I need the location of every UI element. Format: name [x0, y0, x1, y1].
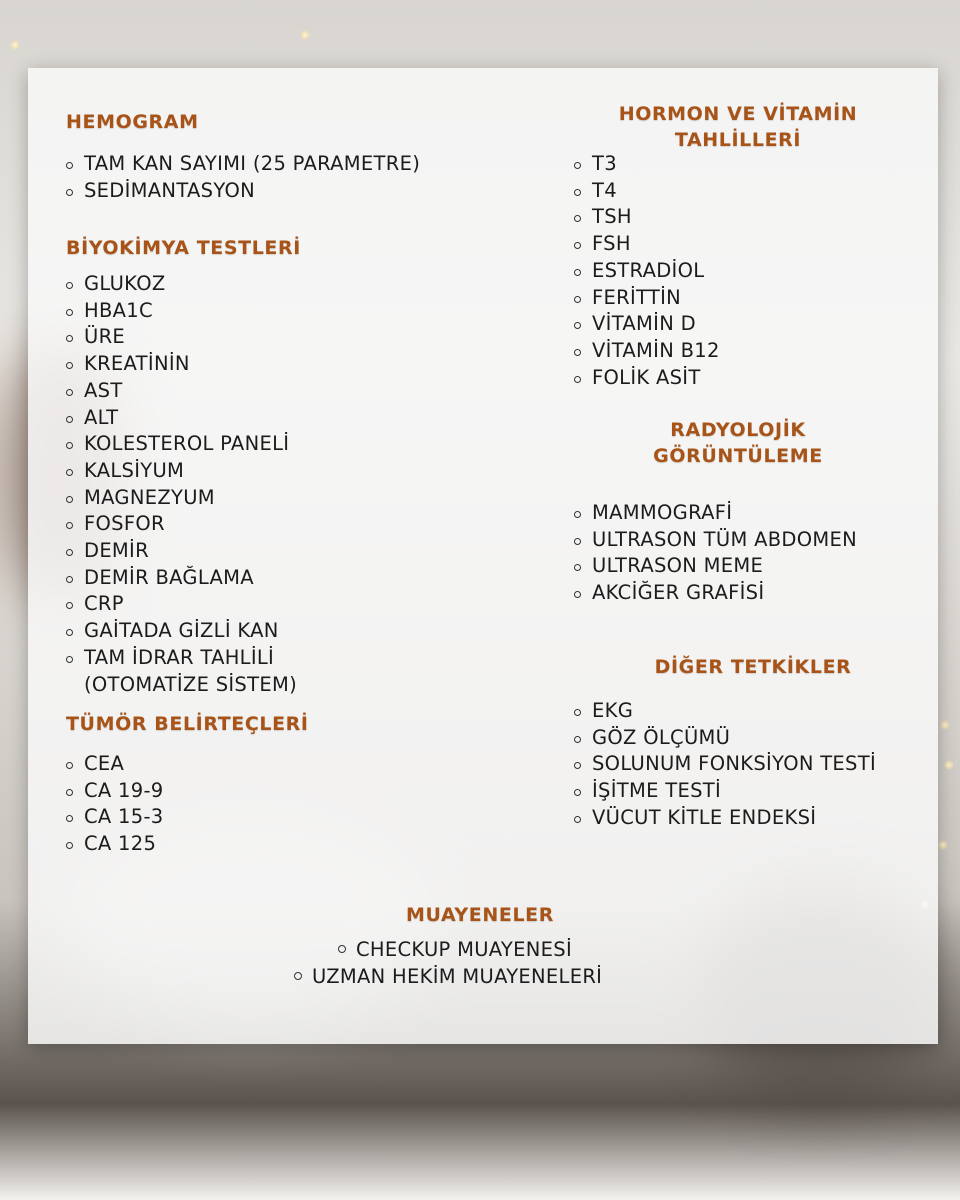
tumor-item: CEA	[64, 751, 364, 778]
diger-list	[572, 698, 876, 832]
diger-item: GÖZ ÖLÇÜMÜ	[572, 725, 872, 752]
tumor-item: CA 15-3	[64, 804, 364, 831]
hormon-item: VİTAMİN B12	[572, 338, 892, 365]
diger-heading: DİĞER TETKİKLER	[654, 656, 852, 678]
bullet-icon	[338, 945, 346, 953]
hemogram-heading: HEMOGRAM	[66, 111, 199, 133]
diger-item: VÜCUT KİTLE ENDEKSİ	[572, 805, 872, 832]
radyoloji-heading	[578, 417, 898, 469]
biyokimya-heading: BİYOKİMYA TESTLERİ	[66, 237, 301, 259]
diger-item: İŞİTME TESTİ	[572, 778, 872, 805]
hormon-item: FOLİK ASİT	[572, 365, 892, 392]
biyokimya-item: DEMİR	[64, 538, 364, 565]
tumor-item: CA 125	[64, 831, 364, 858]
biyokimya-item: GAİTADA GİZLİ KAN	[64, 618, 364, 645]
hormon-item: TSH	[572, 204, 892, 231]
diger-item: SOLUNUM FONKSİYON TESTİ	[572, 751, 877, 778]
biyokimya-item: DEMİR BAĞLAMA	[64, 565, 364, 592]
muayene-heading: MUAYENELER	[406, 904, 554, 926]
hormon-item: ESTRADİOL	[572, 258, 892, 285]
hormon-heading-line1: HORMON VE VİTAMİN	[618, 103, 858, 125]
hormon-item: VİTAMİN D	[572, 311, 892, 338]
biyokimya-item: GLUKOZ	[64, 271, 364, 298]
hormon-item: T4	[572, 178, 892, 205]
tumor-item: CA 19-9	[64, 778, 364, 805]
tumor-heading: TÜMÖR BELİRTEÇLERİ	[66, 713, 309, 735]
biyokimya-item: AST	[64, 378, 364, 405]
biyokimya-item: CRP	[64, 591, 364, 618]
bullet-icon	[294, 972, 302, 980]
muayene-item-1: CHECKUP MUAYENESİ	[338, 936, 572, 963]
radyoloji-list	[572, 500, 922, 607]
hormon-heading	[578, 101, 898, 153]
biyokimya-item: FOSFOR	[64, 511, 364, 538]
tumor-list	[64, 751, 364, 858]
diger-item: EKG	[572, 698, 872, 725]
biyokimya-item: HBA1C	[64, 298, 364, 325]
hormon-heading-line2: TAHLİLLERİ	[674, 129, 802, 151]
radyoloji-heading-line2: GÖRÜNTÜLEME	[653, 445, 823, 467]
hormon-item: T3	[572, 151, 892, 178]
hemogram-item: TAM KAN SAYIMI (25 PARAMETRE)	[64, 151, 534, 178]
biyokimya-item: ALT	[64, 405, 364, 432]
biyokimya-item: KALSİYUM	[64, 458, 364, 485]
biyokimya-item: TAM İDRAR TAHLİLİ (OTOMATİZE SİSTEM)	[64, 645, 354, 698]
biyokimya-item: KOLESTEROL PANELİ	[64, 431, 364, 458]
biyokimya-item: MAGNEZYUM	[64, 485, 364, 512]
radyoloji-heading-line1: RADYOLOJİK	[670, 419, 806, 441]
radyoloji-item: ULTRASON TÜM ABDOMEN	[572, 527, 922, 554]
radyoloji-item: MAMMOGRAFİ	[572, 500, 922, 527]
radyoloji-item: ULTRASON MEME	[572, 553, 922, 580]
hormon-item: FERİTTİN	[572, 285, 892, 312]
hemogram-item: SEDİMANTASYON	[64, 178, 534, 205]
biyokimya-item: ÜRE	[64, 324, 364, 351]
hemogram-list	[64, 151, 534, 204]
biyokimya-list	[64, 271, 364, 698]
hormon-item: FSH	[572, 231, 892, 258]
biyokimya-item: KREATİNİN	[64, 351, 364, 378]
radyoloji-item: AKCİĞER GRAFİSİ	[572, 580, 922, 607]
hormon-list	[572, 151, 892, 391]
muayene-item-2: UZMAN HEKİM MUAYENELERİ	[294, 963, 602, 990]
